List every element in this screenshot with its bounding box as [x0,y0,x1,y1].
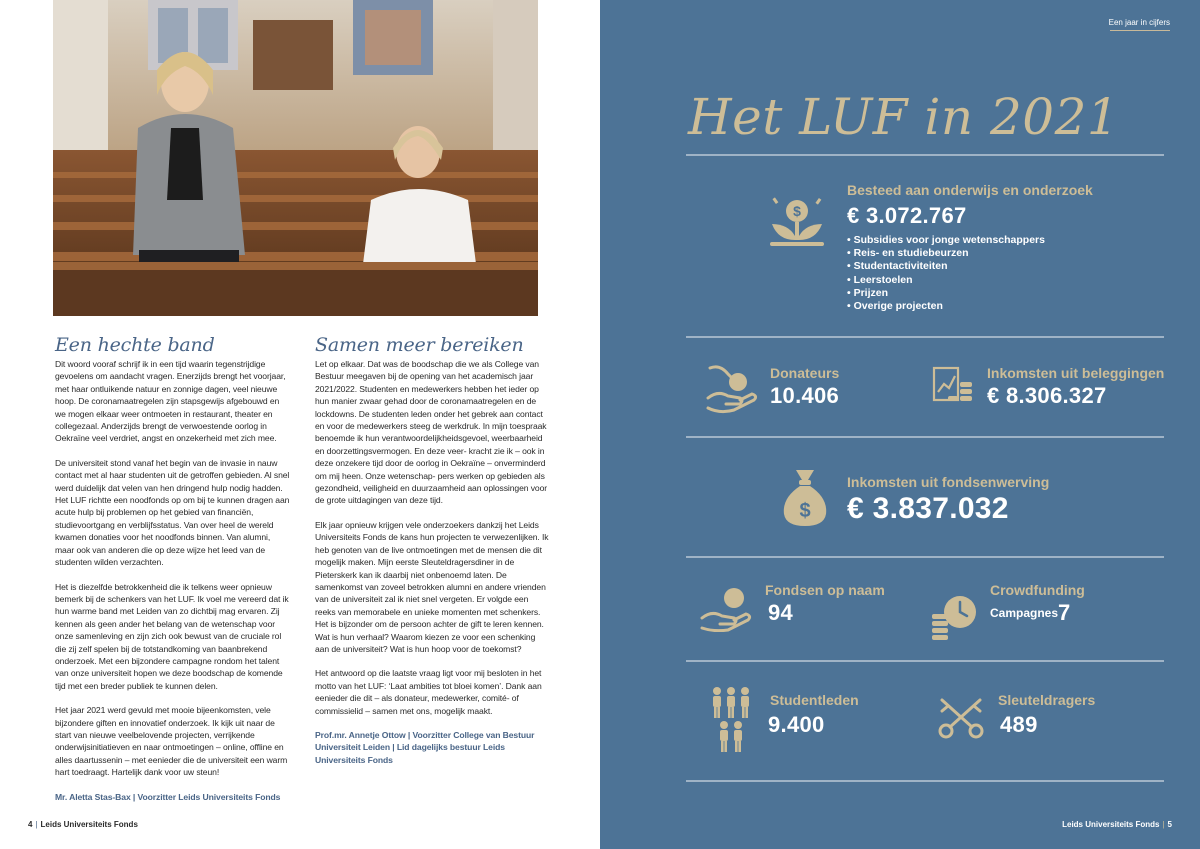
right-page [600,0,1200,849]
list-item: • Studentactiviteiten [847,260,1045,273]
chart-coins-icon [932,366,974,406]
signature-stas-bax: Mr. Aletta Stas-Bax | Voorzitter Leids Universiteits Fonds [55,791,281,802]
heading-een-hechte-band: Een hechte band [55,334,215,356]
student-members-label: Studentleden [770,692,859,708]
svg-text:$: $ [793,203,801,219]
money-bag-icon [780,468,830,528]
donors-label: Donateurs [770,365,840,381]
svg-text:$: $ [799,500,811,522]
divider [686,780,1164,782]
heading-samen-meer-bereiken: Samen meer bereiken [315,334,524,356]
folio-right [1062,820,1172,829]
section-tag: Een jaar in cijfers [1108,18,1170,27]
hand-plant-coin-icon [768,196,826,252]
paragraph: Het is diezelfde betrokkenheid die ik telkens weer opnieuw bemerk bij de schenkers van het LUF. Ik voel me vereerd dat ik hun warme band met Leiden van zo dichtbij mag ervaren. Zij kennen als geen ander het belang van de wetenschap voor onze samenleving en zijn zich ook bewust van de cruciale rol die zij zelf spelen bij de totstandkoming van baanbrekend onderzoek. Met een bijzondere campagne rondom het talent van onze universiteit hopen we deze boodschap de komende tijd met een breder publiek te kunnen delen. [55,581,289,691]
divider [686,336,1164,338]
photo-illustration [53,0,538,316]
paragraph: Elk jaar opnieuw krijgen vele onderzoekers dankzij het Leids Universiteits Fonds de kans hun projecten te verwezenlijken. Ik heb genoten van de live ontmoetingen met de mensen die dit mogelijk maken. Mijn eerste Sleuteldragersdiner in de Pieterskerk kan ik daarbij niet onbenoemd laten. De samenkomst van zoveel betrokken alumni en andere vrienden van de universiteit zal ik niet snel vergeten. Er volgde een reeks van memorabele en unieke momenten met schenkers. Het is bijzonder om de persoon achter de gift te leren kennen. Wat is hun verhaal? Waarom kiezen ze voor een schenking aan de universiteit? Wat is hun hoop voor de toekomst? [315,519,549,654]
page-number: 4 [28,820,33,829]
divider [686,154,1164,156]
list-item: • Subsidies voor jonge wetenschappers [847,234,1045,247]
fundraising-label: Inkomsten uit fondsenwerving [847,474,1050,490]
investments-label: Inkomsten uit beleggingen [987,365,1165,381]
campaigns-label: Campagnes [990,606,1059,620]
paragraph: Let op elkaar. Dat was de boodschap die we als College van Bestuur meegaven bij de opening van het academisch jaar 2021/2022. Studenten en medewerkers hebben het ieder op hun manier zwaar gehad door de coronamaatregelen en de lockdowns. De studenten leden onder het gebrek aan contact en voor de medewerkers steeg de werkdruk. In mijn toespraak benoemde ik hun verantwoordelijkheidsgevoel, weerbaarheid en doorzettingsvermogen. En deze veer- kracht zie ik – ook in deze onzekere tijd door de oorlog in Oekraïne – onverminderd om mij heen. Onze wetenschap- pers werken op gebieden als gezondheid, veiligheid en duurzaamheid aan oplossingen voor de grote uitdagingen van deze tijd. [315,359,548,506]
spent-value: € 3.072.767 [847,203,967,228]
page-title: Het LUF in 2021 [688,88,1120,146]
church-photo [53,0,538,316]
coins-clock-icon [930,594,978,640]
student-members-value: 9.400 [768,712,825,737]
publication-name: Leids Universiteits Fonds [1062,820,1160,829]
people-icon [710,686,752,754]
section-tag-rule [1110,30,1170,31]
list-item: • Leerstoelen [847,274,1045,287]
hand-coin-icon [700,586,754,632]
divider [686,556,1164,558]
list-item: • Prijzen [847,287,1045,300]
paragraph: Dit woord vooraf schrijf ik in een tijd waarin tegenstrijdige gevoelens om aandacht vragen. Enerzijds brengt het voorjaar, met haar ontluikende natuur en zonnige dagen, veel nieuwe hoop. De coronamaatregelen zijn stapsgewijs afgebouwd en we mogen elkaar weer ontmoeten in restaurant, theater en collegezaal. Anderzijds brengt de verwoestende oorlog in Oekraïne veel verdriet, angst en onzekerheid met zich mee. [55,359,286,444]
key-bearers-value: 489 [1000,712,1038,737]
signature-ottow: Prof.mr. Annetje Ottow | Voorzitter College van Bestuur Universiteit Leiden | Lid dagelijks bestuur Leids Universiteits Fonds [315,729,535,765]
list-item: • Overige projecten [847,300,1045,313]
named-funds-label: Fondsen op naam [765,582,885,598]
spent-label: Besteed aan onderwijs en onderzoek [847,182,1093,198]
crowdfunding-value: 7 [1058,600,1071,625]
folio-separator: | [1162,820,1165,829]
hand-coin-icon [704,362,760,416]
named-funds-value: 94 [768,600,794,625]
paragraph: Het antwoord op die laatste vraag ligt voor mij besloten in het motto van het LUF: ‘Laat ambities tot bloei komen’. Dank aan eenieder die dit – als donateur, medewerker, comité- of commissielid – samen met ons, mogelijk maakt. [315,668,542,716]
folio-left [28,820,138,829]
paragraph: De universiteit stond vanaf het begin van de invasie in nauw contact met al haar studenten uit de getroffen gebieden. Al snel werd duidelijk dat velen van hen dringend hulp nodig hadden. Het LUF richtte een noodfonds op om bij te kunnen dragen aan acute hulp bij problemen op het gebied van financiën, studievoortgang en verblijfsstatus. Van over heel de wereld kwamen donaties voor het noodfonds binnen. Van alumni, maar ook van anderen die op deze wijze het leed van de studenten wilden verzachten. [55,457,290,568]
fundraising-value: € 3.837.032 [847,492,1009,525]
column-samen-meer-bereiken [315,334,550,766]
divider [686,436,1164,438]
publication-name: Leids Universiteits Fonds [40,820,138,829]
list-item: • Reis- en studiebeurzen [847,247,1045,260]
crowdfunding-label: Crowdfunding [990,582,1085,598]
crossed-keys-icon [936,696,986,740]
page-number: 5 [1167,820,1172,829]
paragraph: Het jaar 2021 werd gevuld met mooie bijeenkomsten, vele bijzondere giften en innovatief onderzoek. Ik kijk uit naar de start van nieuwe veelbelovende projecten, verrijkende onderwijsinitiatieven en naar ontmoetingen – online, offline en alles daartussenin – met eenieder die de universiteit een warm hart toedraagt. Hartelijk dank voor uw steun! [55,705,288,778]
divider [686,660,1164,662]
key-bearers-label: Sleuteldragers [998,692,1096,708]
donors-value: 10.406 [770,383,840,408]
investments-value: € 8.306.327 [987,383,1107,408]
folio-separator: | [35,820,38,829]
column-een-hechte-band [55,334,290,803]
spent-list [847,234,1045,313]
